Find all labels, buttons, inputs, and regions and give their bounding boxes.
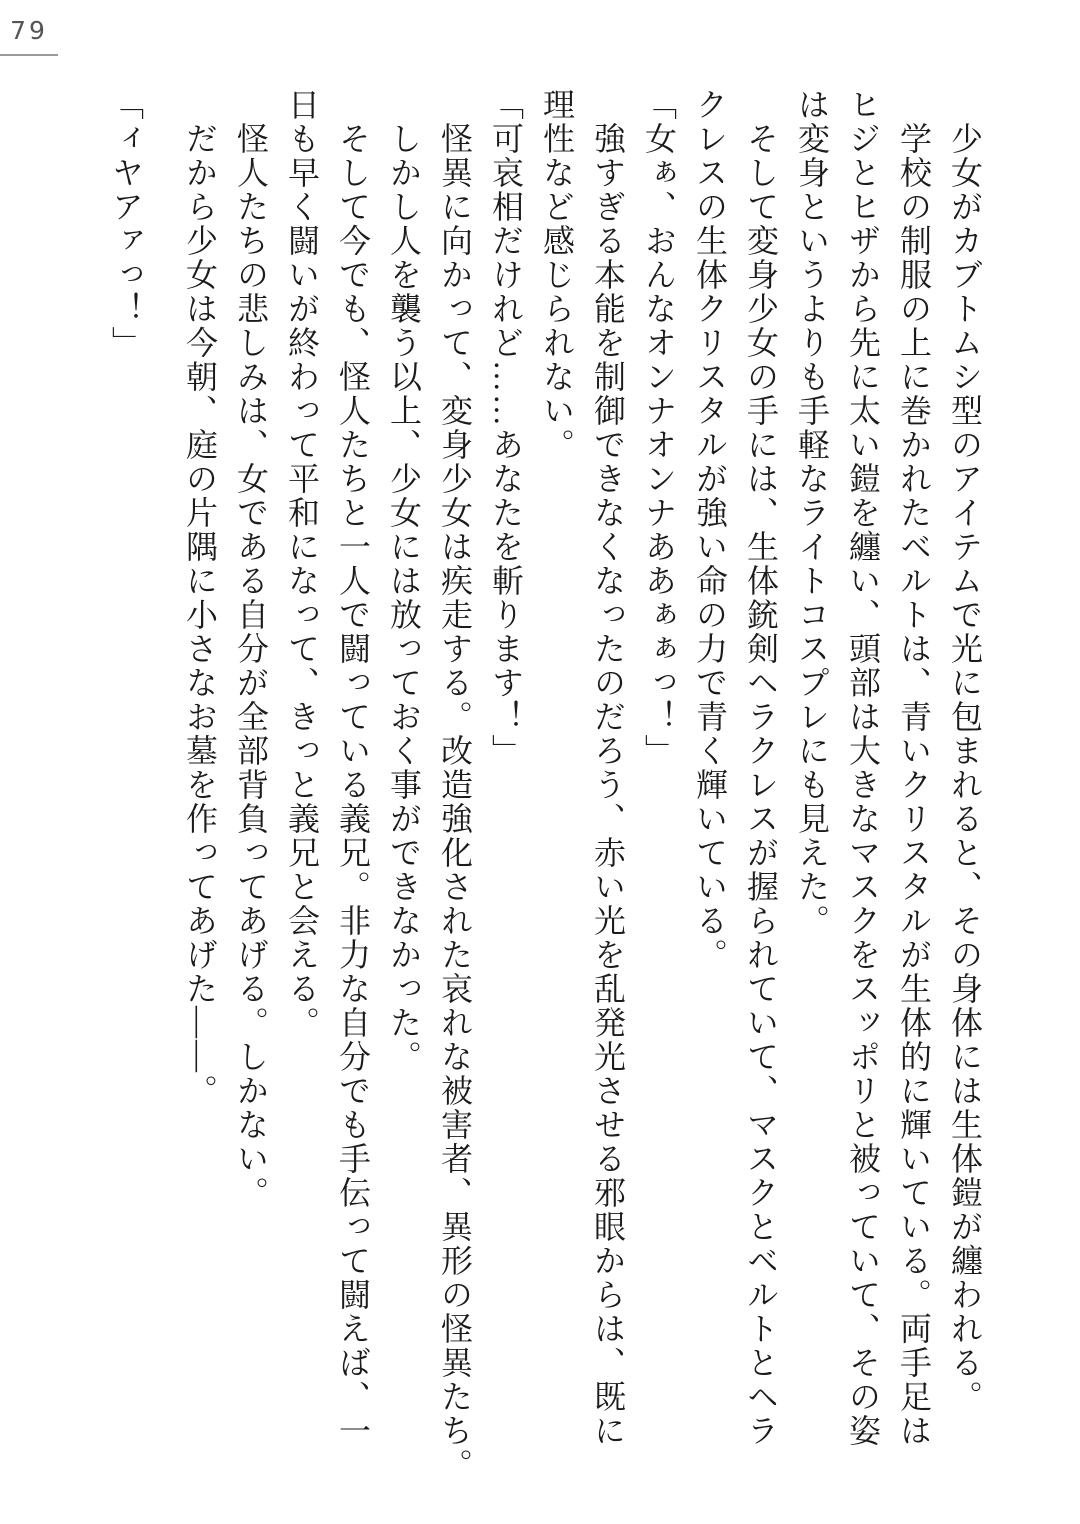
text-line: ヒジとヒザから先に太い鎧を纏い、頭部は大きなマスクをスッポリと被っていて、その姿 [845,88,881,1448]
text-line: しかし人を襲う以上、少女には放っておく事ができなかった。 [386,122,422,1074]
page-number: 79 [0,16,58,56]
text-line: 「女ぁ、おんなオンナオンナああぁぁっ！」 [641,88,677,768]
text-line: は変身というよりも手軽なライトコスプレにも見えた。 [794,88,830,938]
text-line: 怪人たちの悲しみは、女である自分が全部背負ってあげる。しかない。 [233,122,269,1210]
text-line: クレスの生体クリスタルが強い命の力で青く輝いている。 [692,88,728,972]
text-line: だから少女は今朝、庭の片隅に小さなお墓を作ってあげた――。 [182,122,218,1108]
body-text [100,88,990,1490]
text-line: 理性など感じられない。 [539,88,575,462]
text-line: 「ィヤアァっ！」 [108,88,144,360]
text-line: 日も早く闘いが終わって平和になって、きっと義兄と会える。 [284,88,320,1040]
text-line: 学校の制服の上に巻かれたベルトは、青いクリスタルが生体的に輝いている。両手足は [896,122,932,1448]
text-line: そして今でも、怪人たちと一人で闘っている義兄。非力な自分でも手伝って闘えば、一 [335,122,371,1448]
text-line: 強すぎる本能を制御できなくなったのだろう、赤い光を乱発光させる邪眼からは、既に [590,122,626,1448]
text-line: そして変身少女の手には、生体銃剣ヘラクレスが握られていて、マスクとベルトとヘラ [743,122,779,1448]
text-line: 「可哀相だけれど……あなたを斬ります！」 [488,88,524,768]
text-line: 怪異に向かって、変身少女は疾走する。改造強化された哀れな被害者、異形の怪異たち。 [437,122,473,1482]
text-line: 少女がカブトムシ型のアイテムで光に包まれると、その身体には生体鎧が纏われる。 [947,122,983,1414]
